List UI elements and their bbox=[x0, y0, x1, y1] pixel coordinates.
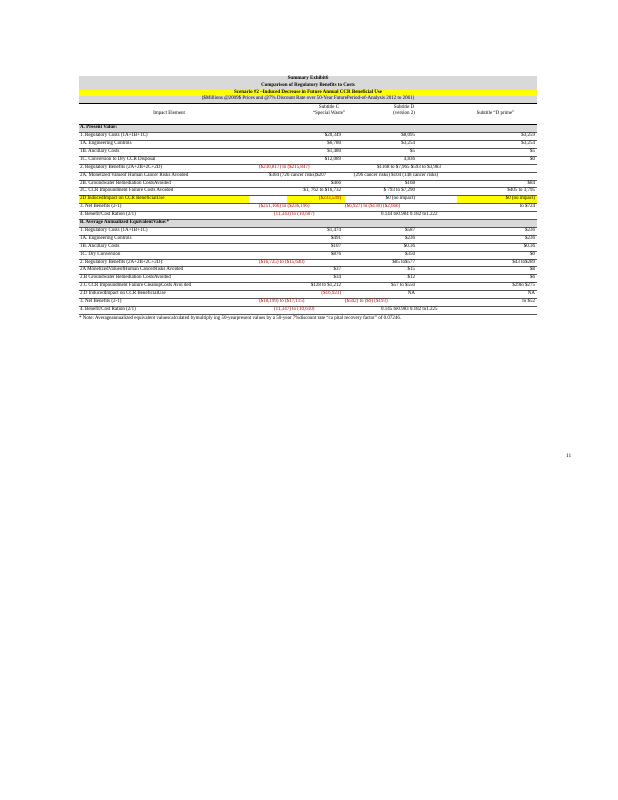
table-row: 1B. Ancillary Costs $107 $0.36 $0.36 bbox=[79, 244, 537, 252]
table-row: 2A. Monetized Valueof Human Cancer Risks Avoided $304 (726 cancer risks)$207 (296 cancer risks) $104 (148 cancer risks) bbox=[79, 173, 537, 181]
table-row: 1A. Engineering Controls $491 $236 $236 bbox=[79, 236, 537, 244]
table-row: 2. Regulatory Benefits (2A+2B+2C+2D): ($16,725) to ($15,640) $85 to$577 $43 to$289 bbox=[79, 260, 537, 268]
summary-exhibit bbox=[79, 76, 537, 323]
page-number: 11 bbox=[566, 453, 572, 459]
table-row: 3. Net Benefits (2-1) ($18,199) to ($17,115) ($502) to ($9) ($193) to $52 bbox=[79, 299, 537, 307]
table-row-highlighted: 2D InducedImpact on CCR BeneficialUse ($233,549) $0 (no impact) $0 (no impact) bbox=[79, 196, 537, 204]
col-subtitle-d-line2: (version 2) bbox=[393, 111, 415, 117]
col-subtitle-c-line1: Subtitle C bbox=[318, 105, 340, 111]
col-subtitle-c-line2: “Special Waste” bbox=[312, 111, 346, 117]
table-row: 1. Regulatory Costs (1A+1B+1C) $1,474 $587 $236 bbox=[79, 228, 537, 236]
table-row: 2C. CCR Impoundment Failure Costs Avoided $1, 762 to $16,732 $ 793 to $7,290 $405 to 3,795 bbox=[79, 188, 537, 196]
section-a-header: A. Present Value: bbox=[79, 125, 537, 133]
col-impact-element: Impact Element bbox=[153, 111, 185, 117]
table-row: 1. Regulatory Costs (1A+1B+1C) $20,349 $8,095 $3,259 bbox=[79, 133, 537, 141]
table-row: 3. Net Benefits (2-1) ($251,166) to ($236,196) ($6,927) to ($130) ($2,666) to $724 bbox=[79, 204, 537, 212]
table-row: 1B. Ancillary Costs $1,480 $5 $5 bbox=[79, 149, 537, 157]
col-subtitle-d-line1: Subtitle D bbox=[393, 105, 415, 111]
table-row: 2. Regulatory Benefits (2A+2B+2C+2D) ($230,817) to ($215,847) $1168 to $7,965 $593 to $3,983 bbox=[79, 165, 537, 173]
table-row: 2.D InducedImpact on CCR BeneficialUse ($16,923) NA NA bbox=[79, 291, 537, 299]
table-row: 4. Benefit/Cost Ration (2/1) (11,343) to (10,607) 0.144 to0.984 0.182 to1.222 bbox=[79, 212, 537, 220]
table-row: 1A. Engineering Controls $6,780 $3,254 $3,254 bbox=[79, 141, 537, 149]
units-line: ($Millions @2009$ Prices and @7% Discount Rate over 50-Year FuturePeriod-of-Analysis 2012 to 2061) bbox=[79, 96, 537, 103]
exhibit-subtitle: Comparison of Regulatory Benefits to Costs bbox=[79, 83, 537, 90]
column-header bbox=[79, 103, 537, 125]
table-row: 2.C CCR Impoundment Failure CleanupCosts Avoi ded $128 to $1,212 $57 to $550 $29to $275 bbox=[79, 283, 537, 291]
scenario-title: Scenario #2 –Induced Decrease in Future Annual CCR Beneficial Use bbox=[79, 90, 537, 97]
col-subtitle-e: Subtitle “D prime” bbox=[476, 111, 515, 117]
table-row: 4. Benefit/Cost Ration (2/1) (11,347) to (10,610) 0.145 to0.983 0.182 to1.225 bbox=[79, 307, 537, 315]
table-row: 2B. Groundwater Remediation CostsAvoided $466 $168 $84 bbox=[79, 181, 537, 189]
table-row: 2.B Groundwater Remediation CostsAvoided $34 $12 $6 bbox=[79, 275, 537, 283]
exhibit-title: Summary Exhibit6 bbox=[79, 76, 537, 83]
footnote: * Note: Averageannualized equivalent valuescalculated bymultiply ing 50-yearpresent values by a 50-year 7%discount rate “ca pital recovery factor” of 0.07246. bbox=[79, 315, 402, 321]
table-row: 2A MonetizedValueofHuman CancerRisks Avoided $37 $15 $8 bbox=[79, 267, 537, 275]
table-row: 1C. Conversion to Dry CCR Disposal $12,089 4,836 $0 bbox=[79, 157, 537, 165]
section-b-header: B. Average Annualized EquivalentValue:* bbox=[79, 220, 537, 228]
table-row: 1C. Dry Conversion $876 $350 $0 bbox=[79, 252, 537, 260]
